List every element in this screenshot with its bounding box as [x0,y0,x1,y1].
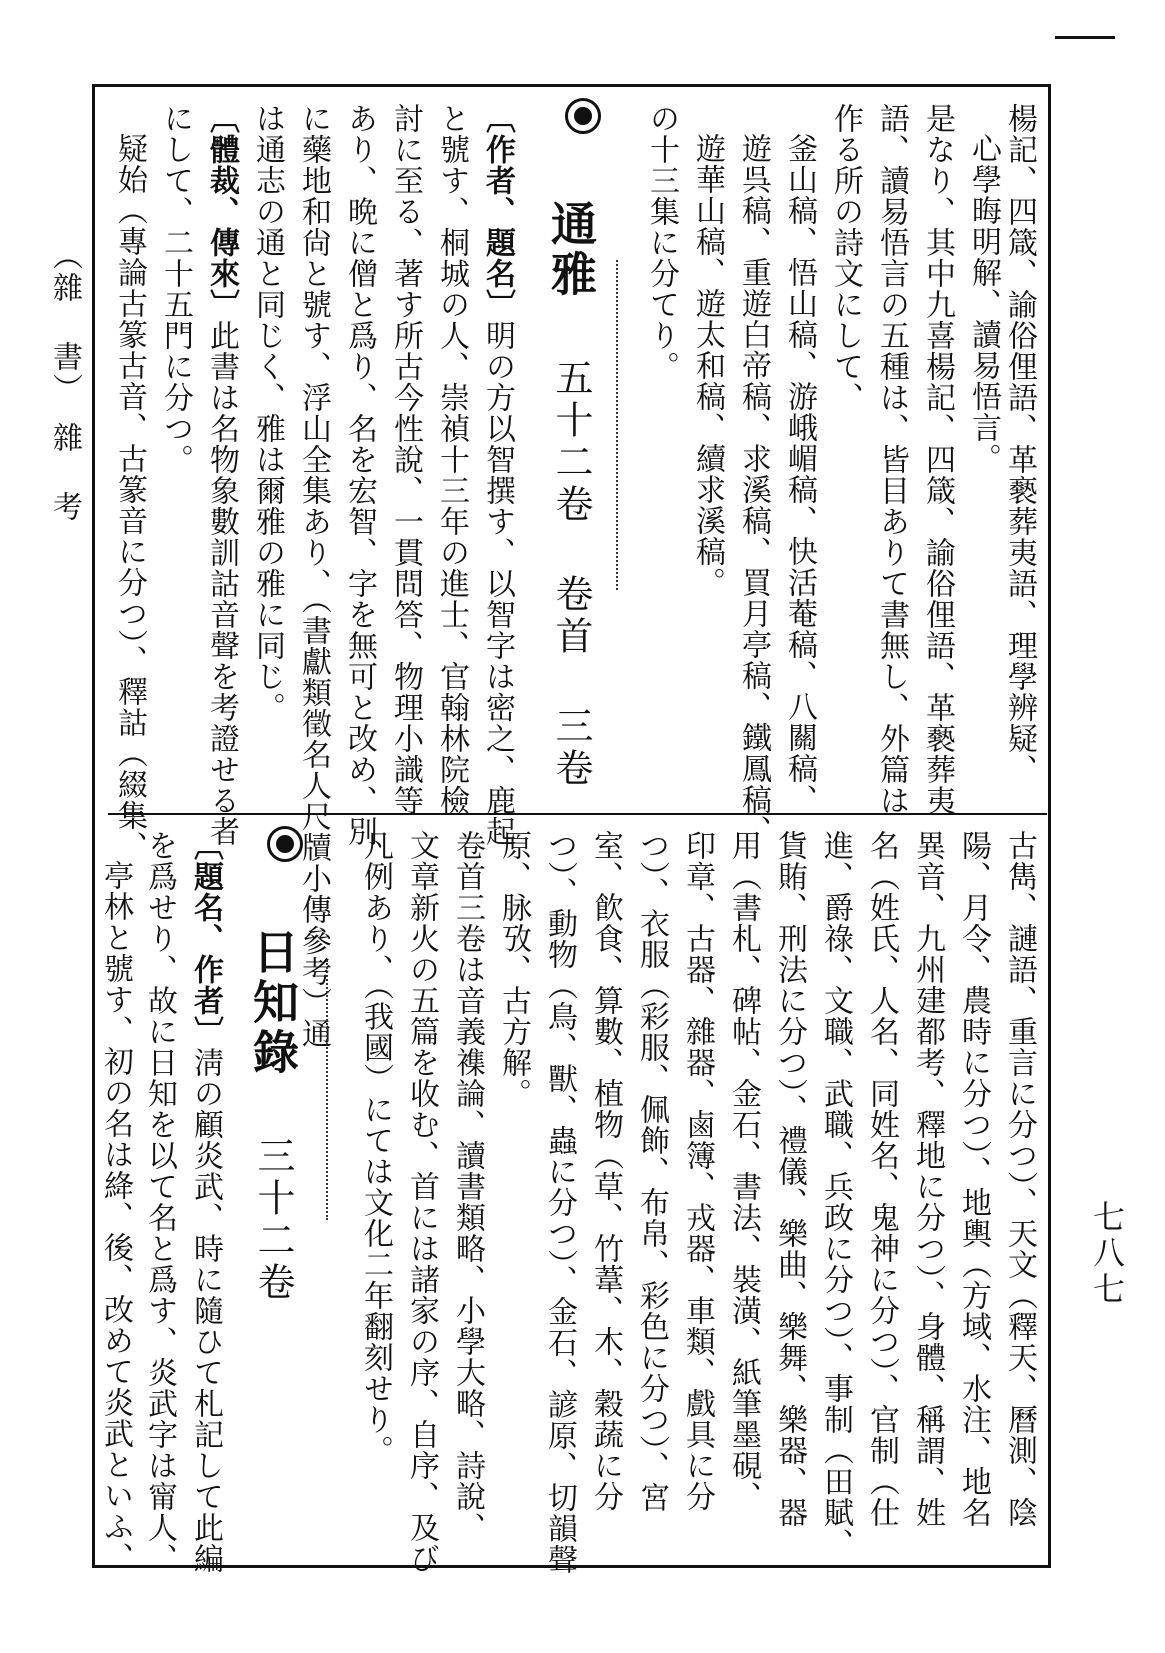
page-number: 七八七 [1088,1200,1126,1308]
upper-cont-line-4: 語、讀易悟言の五種は、皆目ありて書無し、外篇は [874,103,909,816]
lower-cont-line-5: 進、爵祿、文職、武職、兵政に分つ）、事制（田賦、 [818,830,853,1559]
lower-cont-line-7: 用（書札、碑帖、金石、書法、裝潢、紙筆墨硯、 [726,830,761,1512]
upper-cont-line-8: 遊華山稿、遊太和稿、續求溪稿。 [690,133,725,598]
lower-cont-line-12: 原、脉攷、古方解。 [496,830,531,1109]
upper-cont-line-9: の十三集に分てり。 [644,103,679,382]
lower-cont-line-2: 陽、月令、農時に分つ）、地輿（方域、水注、地名 [956,830,991,1528]
upper-entry-heading [544,98,601,790]
upper-entry-line-6 [250,103,285,723]
upper-entry-volumes: 五十二卷 卷首 三卷 [549,358,593,790]
upper-entry-line-7 [204,103,239,847]
lower-entry-volumes: 三十二卷 [251,1136,295,1304]
text: と號す、桐城の人、崇禎十三年の進士、官翰林院檢 [434,103,469,816]
lower-cont-line-6: 貨賄、刑法に分つ）、禮儀、樂曲、樂舞、樂器、器 [772,830,807,1528]
upper-cont-line-2: 心學晦明解、讀易悟言。 [966,133,1001,474]
upper-entry-line-3 [388,103,423,816]
upper-entry-line-8 [158,103,193,475]
bullet-icon [565,98,601,134]
upper-entry-line-9 [112,133,147,862]
text: にして、二十五門に分つ。 [158,103,193,475]
text: を爲せり、故に日知を以て名と爲す、炎武字は甯人、 [142,830,177,1574]
upper-cont-line-6: 釜山稿、悟山稿、游峨嵋稿、快活菴稿、八關稿、 [782,133,817,815]
text: 明の方以智撰す、以智字は密之、鹿起 [480,320,515,847]
lower-cont-line-3: 異音、九州建都考、釋地に分つ）、身體、稱謂、姓 [910,830,945,1528]
upper-entry-line-4 [342,103,377,847]
text: に藥地和尙と號す、浮山全集あり、（書獻類徵名人尺牘小傳參考）通 [296,103,331,1049]
lower-cont-line-13: 卷首三卷は音義襍論、讀書類略、小學大略、詩說、 [450,830,485,1543]
text: 此書は名物象數訓詁音聲を考證せる者 [204,320,239,847]
upper-separator [616,260,618,590]
upper-entry-line-2 [434,103,469,816]
lower-entry-line-2 [142,830,177,1574]
top-rule [1055,36,1115,39]
lower-separator [326,960,328,1220]
lower-cont-line-14: 文章新火の五篇を收む、首には諸家の序、自序、及び [404,830,439,1574]
upper-cont-line-7: 遊呉稿、重遊白帝稿、求溪稿、買月亭稿、鐵鳳稿、 [736,133,771,846]
label: 〔體裁、傳來〕 [204,103,239,320]
upper-cont-line-5: 作る所の詩文にして、 [828,103,863,413]
bullet-icon [267,826,303,862]
upper-cont-line-3: 是なり、其中九喜楊記、四箴、諭俗俚語、革褻葬夷 [920,103,955,816]
lower-entry-line-3 [98,860,133,1573]
lower-cont-line-8: 印章、古器、雜器、鹵簿、戎器、車類、戲具に分 [680,830,715,1512]
text: 疑始（專論古篆古音、古篆音に分つ）、釋詁（綴集、 [112,133,147,862]
lower-cont-line-9: つ）、衣服（彩服、佩飾、布帛、彩色に分つ）、宮 [634,830,669,1513]
text: 淸の顧炎武、時に隨ひて札記して此編 [188,1047,223,1574]
lower-cont-line-11: つ）、動物（鳥、獸、蟲に分つ）、金石、諺原、切韻聲 [542,830,577,1575]
label: 〔題名、作者〕 [188,830,223,1047]
lower-entry-line-1 [188,830,223,1574]
text: 亭林と號す、初の名は絳、後、改めて炎武といふ、 [98,860,133,1573]
upper-entry-line-1 [480,103,515,847]
running-header: （雜 書） 雜 考 [47,240,82,523]
lower-entry-heading [246,826,303,1304]
lower-cont-line-10: 室、飮食、算數、植物（草、竹葦、木、穀蔬に分 [588,830,623,1512]
text: は通志の通と同じく、雅は爾雅の雅に同じ。 [250,103,285,723]
upper-cont-line-1: 楊記、四箴、諭俗俚語、革褻葬夷語、理學辨疑、 [1002,103,1037,785]
label: 〔作者、題名〕 [480,103,515,320]
lower-entry-title: 日知錄 [246,928,300,1078]
text: 討に至る、著す所古今性說、一貫問答、物理小識等 [388,103,423,816]
lower-cont-line-15: 凡例あり、（我國）にては文化二年翻刻せり。 [358,830,393,1466]
text: あり、晩に僧と爲り、名を宏智、字を無可と改め、別 [342,103,377,847]
lower-cont-line-1: 古雋、謰語、重言に分つ）、天文（釋天、曆測、陰 [1002,830,1037,1528]
lower-cont-line-4: 名（姓氏、人名、同姓名、鬼神に分つ）、官制（仕 [864,830,899,1528]
upper-entry-title: 通雅 [544,200,598,300]
